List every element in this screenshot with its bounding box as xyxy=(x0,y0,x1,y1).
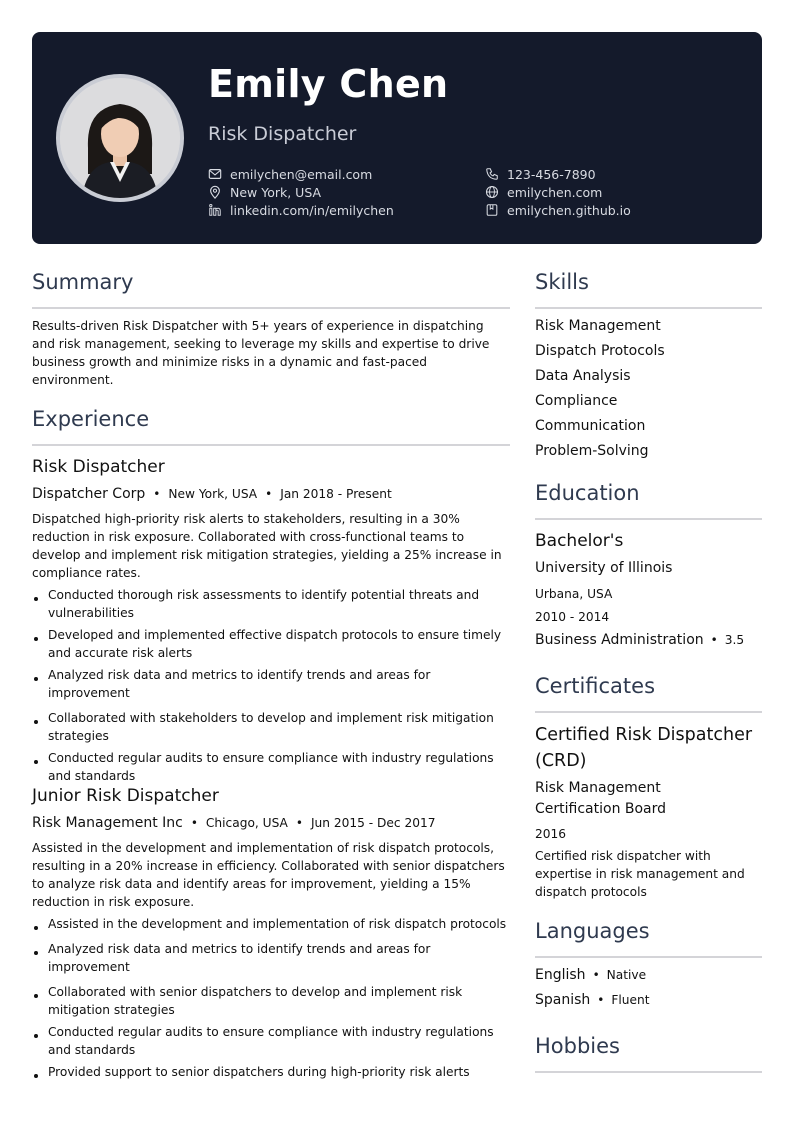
skill-item: Communication xyxy=(535,418,646,434)
contact-phone-text: 123-456-7890 xyxy=(507,166,596,182)
portfolio-icon xyxy=(485,203,499,217)
certificate-year: 2016 xyxy=(535,827,567,841)
job-description: Dispatched high-priority risk alerts to stakeholders, resulting in a 30% reduction in risk exposure. Collaborated with cross-functional teams to develop and implement risk mitigation strategies, yielding a 25% increase in compliance rates. xyxy=(32,512,502,580)
language-row xyxy=(535,967,646,983)
skill-item: Compliance xyxy=(535,393,618,409)
job-meta xyxy=(32,486,392,502)
summary-text: Results-driven Risk Dispatcher with 5+ years of experience in dispatching and risk management, seeking to leverage my skills and expertise to drive business growth and minimize risks in a dynamic and fast-paced environment. xyxy=(32,319,490,387)
job-bullets xyxy=(32,915,514,1081)
languages-divider xyxy=(535,956,762,958)
location-icon xyxy=(208,185,222,199)
experience-divider xyxy=(32,444,510,446)
separator-dot: • xyxy=(710,633,718,647)
list-item: Conducted regular audits to ensure compliance with industry regulations and standards xyxy=(32,749,514,785)
phone-icon xyxy=(485,167,499,181)
education-field: Business Administration xyxy=(535,632,704,648)
contact-location-text: New York, USA xyxy=(230,184,322,200)
list-item: Developed and implemented effective dispatch protocols to ensure timely and accurate risk alerts xyxy=(32,626,514,662)
resume-header xyxy=(32,32,762,244)
list-item: Conducted thorough risk assessments to identify potential threats and vulnerabilities xyxy=(32,586,514,622)
globe-icon xyxy=(485,185,499,199)
contact-email[interactable] xyxy=(208,165,372,183)
list-item: Collaborated with stakeholders to develop and implement risk mitigation strategies xyxy=(32,709,514,745)
job-location: Chicago, USA xyxy=(205,816,288,830)
separator-dot: • xyxy=(597,993,605,1007)
language-row xyxy=(535,992,650,1008)
job-company: Dispatcher Corp xyxy=(32,486,146,502)
list-item: Assisted in the development and implementation of risk dispatch protocols xyxy=(32,915,514,933)
certificates-heading: Certificates xyxy=(535,674,656,698)
contact-email-text: emilychen@email.com xyxy=(230,166,373,182)
mail-icon xyxy=(208,167,222,181)
education-degree: Bachelor's xyxy=(535,531,624,551)
list-item: Conducted regular audits to ensure compliance with industry regulations and standards xyxy=(32,1023,514,1059)
list-item: Analyzed risk data and metrics to identify trends and areas for improvement xyxy=(32,666,514,702)
education-gpa: 3.5 xyxy=(724,633,745,647)
education-field-row xyxy=(535,632,744,648)
job-title: Junior Risk Dispatcher xyxy=(32,786,219,806)
separator-dot: • xyxy=(295,816,303,830)
summary-heading: Summary xyxy=(32,270,134,294)
list-item: Provided support to senior dispatchers during high-priority risk alerts xyxy=(32,1063,514,1081)
education-divider xyxy=(535,518,762,520)
education-dates: 2010 - 2014 xyxy=(535,610,610,624)
candidate-role: Risk Dispatcher xyxy=(208,123,357,145)
summary-divider xyxy=(32,307,510,309)
profile-photo-icon xyxy=(60,78,180,198)
contact-website[interactable] xyxy=(485,183,602,201)
avatar xyxy=(56,74,184,202)
contact-location xyxy=(208,183,321,201)
contact-linkedin[interactable] xyxy=(208,201,394,219)
language-name: Spanish xyxy=(535,992,591,1008)
skill-item: Dispatch Protocols xyxy=(535,343,665,359)
language-level: Native xyxy=(606,968,647,982)
skills-divider xyxy=(535,307,762,309)
contact-linkedin-text: linkedin.com/in/emilychen xyxy=(230,202,394,218)
list-item: Analyzed risk data and metrics to identify trends and areas for improvement xyxy=(32,940,514,976)
skills-heading: Skills xyxy=(535,270,589,294)
job-location: New York, USA xyxy=(168,487,258,501)
certificate-issuer: Risk Management Certification Board xyxy=(535,780,667,817)
certificates-divider xyxy=(535,711,762,713)
job-meta xyxy=(32,815,436,831)
language-name: English xyxy=(535,967,586,983)
skill-item: Problem-Solving xyxy=(535,443,649,459)
job-description: Assisted in the development and implementation of risk dispatch protocols, resulting in a 20% increase in efficiency. Collaborated with senior dispatchers to analyze risk data and identify areas for improvement, yielding a 15% reduction in risk exposure. xyxy=(32,841,505,909)
hobbies-heading: Hobbies xyxy=(535,1034,620,1058)
separator-dot: • xyxy=(153,487,161,501)
job-title: Risk Dispatcher xyxy=(32,457,165,477)
skill-item: Risk Management xyxy=(535,318,661,334)
skill-item: Data Analysis xyxy=(535,368,631,384)
list-item: Collaborated with senior dispatchers to develop and implement risk mitigation strategies xyxy=(32,983,514,1019)
contact-portfolio[interactable] xyxy=(485,201,631,219)
job-company: Risk Management Inc xyxy=(32,815,183,831)
contact-website-text: emilychen.com xyxy=(507,184,603,200)
education-location: Urbana, USA xyxy=(535,587,613,601)
language-level: Fluent xyxy=(611,993,650,1007)
job-bullets xyxy=(32,586,514,785)
contact-phone[interactable] xyxy=(485,165,596,183)
certificate-name: Certified Risk Dispatcher (CRD) xyxy=(535,725,753,771)
hobbies-divider xyxy=(535,1071,762,1073)
education-school: University of Illinois xyxy=(535,560,673,576)
separator-dot: • xyxy=(190,816,198,830)
languages-heading: Languages xyxy=(535,919,650,943)
contact-portfolio-text: emilychen.github.io xyxy=(507,202,631,218)
job-dates: Jan 2018 - Present xyxy=(280,487,392,501)
education-heading: Education xyxy=(535,481,640,505)
separator-dot: • xyxy=(592,968,600,982)
job-dates: Jun 2015 - Dec 2017 xyxy=(310,816,436,830)
separator-dot: • xyxy=(265,487,273,501)
experience-heading: Experience xyxy=(32,407,150,431)
certificate-description: Certified risk dispatcher with expertise in risk management and dispatch protocols xyxy=(535,849,745,899)
candidate-name: Emily Chen xyxy=(208,62,449,106)
linkedin-icon xyxy=(208,203,222,217)
